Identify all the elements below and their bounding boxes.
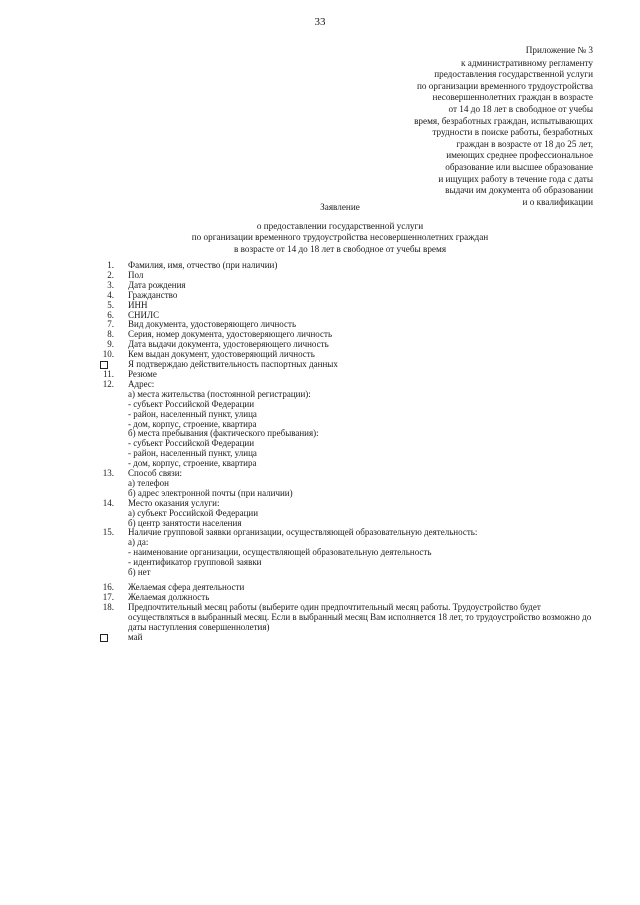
item-number: 5. xyxy=(107,299,114,310)
confirm-passport-label: Я подтверждаю действительность паспортных данных xyxy=(128,359,338,370)
employment-center-field[interactable]: б) центр занятости населения xyxy=(128,517,242,528)
field-label: Адрес: xyxy=(128,378,155,389)
field-label: СНИЛС xyxy=(128,309,160,320)
item-number: 2. xyxy=(107,269,114,280)
item-number: 16. xyxy=(102,582,114,592)
appendix-line: и ищущих работу в течение года с даты xyxy=(438,173,593,184)
item-number: 11. xyxy=(103,368,114,379)
item-number: 4. xyxy=(107,289,114,300)
application-title: Заявление xyxy=(320,202,360,212)
item-number: 15. xyxy=(102,527,114,538)
appendix-line: и о квалификации xyxy=(522,196,593,207)
appendix-line: граждан в возрасте от 18 до 25 лет, xyxy=(456,138,593,149)
address-subfield[interactable]: - район, населенный пункт, улица xyxy=(128,408,257,419)
appendix-line: к административному регламенту xyxy=(461,57,593,68)
field-label: Резюме xyxy=(128,368,157,379)
group-request-no[interactable]: б) нет xyxy=(128,567,151,578)
organization-name-field[interactable]: - наименование организации, осуществляющей образовательную деятельность xyxy=(128,547,432,558)
item-number: 17. xyxy=(102,591,114,602)
field-label: Наличие групповой заявки организации, осуществляющей образовательную деятельность: xyxy=(128,527,478,538)
item-number: 8. xyxy=(107,329,114,340)
form-field-full-name[interactable] xyxy=(100,261,600,271)
item-number: 1. xyxy=(107,260,114,270)
field-label: Пол xyxy=(128,269,144,280)
field-label: Дата рождения xyxy=(128,279,186,290)
item-number: 7. xyxy=(107,319,114,330)
field-label: Способ связи: xyxy=(128,468,183,479)
appendix-line: по организации временного трудоустройства xyxy=(416,80,593,91)
field-label: Место оказания услуги: xyxy=(128,497,220,508)
address-subfield: б) места пребывания (фактического пребывания): xyxy=(128,428,319,439)
service-region-field[interactable]: а) субъект Российской Федерации xyxy=(128,507,259,518)
group-request-yes[interactable]: а) да: xyxy=(128,537,149,548)
confirm-passport-checkbox[interactable] xyxy=(100,361,108,369)
field-label: Дата выдачи документа, удостоверяющего личность xyxy=(128,339,329,350)
address-subfield[interactable]: - дом, корпус, строение, квартира xyxy=(128,458,257,469)
field-label: Серия, номер документа, удостоверяющего личность xyxy=(128,329,333,340)
application-heading xyxy=(0,202,640,255)
address-subfield[interactable]: - субъект Российской Федерации xyxy=(128,398,255,409)
page-number: 33 xyxy=(314,16,326,28)
appendix-line: выдачи им документа об образовании xyxy=(445,185,593,196)
group-request-id-field[interactable]: - идентификатор групповой заявки xyxy=(128,557,262,568)
form-field-service-location xyxy=(100,499,600,509)
appendix-title: Приложение № 3 xyxy=(525,45,593,55)
application-form xyxy=(100,261,600,642)
heading-line: о предоставлении государственной услуги xyxy=(256,221,424,232)
appendix-line: образование или высшее образование xyxy=(445,161,593,172)
form-field-inn[interactable] xyxy=(100,301,600,311)
item-number: 13. xyxy=(102,468,114,479)
item-number: 9. xyxy=(107,339,114,350)
address-subfield: а) места жительства (постоянной регистрации): xyxy=(128,388,311,399)
item-number: 12. xyxy=(102,378,114,389)
form-field-address xyxy=(100,380,600,390)
address-subfield[interactable]: - дом, корпус, строение, квартира xyxy=(128,418,257,429)
field-label: Кем выдан документ, удостоверяющий личность xyxy=(128,349,315,360)
appendix-line: предоставления государственной услуги xyxy=(434,69,593,80)
form-field-group-request xyxy=(100,528,600,538)
address-subfield[interactable]: - район, населенный пункт, улица xyxy=(128,448,257,459)
appendix-line: несовершеннолетних граждан в возрасте xyxy=(432,92,593,103)
field-label: Вид документа, удостоверяющего личность xyxy=(128,319,297,330)
field-label: Желаемая сфера деятельности xyxy=(128,582,245,592)
item-number: 14. xyxy=(102,497,114,508)
month-option-label: май xyxy=(128,631,143,642)
contact-email-field[interactable]: б) адрес электронной почты (при наличии) xyxy=(128,487,293,498)
item-number: 10. xyxy=(102,349,114,360)
appendix-header xyxy=(333,45,593,208)
appendix-line: трудности в поиске работы, безработных xyxy=(432,127,593,138)
field-label: Фамилия, имя, отчество (при наличии) xyxy=(128,260,278,270)
heading-line: в возрасте от 14 до 18 лет в свободное от учебы время xyxy=(233,243,447,254)
appendix-line: имеющих среднее профессиональное xyxy=(446,150,593,161)
month-may-checkbox[interactable] xyxy=(100,634,108,642)
heading-line: по организации временного трудоустройства несовершеннолетних граждан xyxy=(191,232,489,243)
form-field-preferred-month xyxy=(100,603,600,633)
item-number: 6. xyxy=(107,309,114,320)
item-number: 18. xyxy=(102,601,114,612)
confirm-passport-row[interactable] xyxy=(100,360,600,370)
form-field-citizenship[interactable] xyxy=(100,291,600,301)
field-label: Предпочтительный месяц работы (выберите один предпочтительный месяц работы. Трудоустройство будет осуществляться в выбранный месяц. Если в выбранный месяц Вам исполняется 18 лет, то трудоустройство возможно до даты наступления совершеннолетия) xyxy=(128,601,592,632)
appendix-line: время, безработных граждан, испытывающих xyxy=(414,115,593,126)
field-label: Гражданство xyxy=(128,289,178,300)
field-label: ИНН xyxy=(128,299,148,310)
item-number: 3. xyxy=(107,279,114,290)
contact-phone-field[interactable]: а) телефон xyxy=(128,477,169,488)
form-field-resume[interactable] xyxy=(100,370,600,380)
address-subfield[interactable]: - субъект Российской Федерации xyxy=(128,438,255,449)
form-field-contact xyxy=(100,469,600,479)
month-option-may[interactable] xyxy=(100,633,600,643)
appendix-line: от 14 до 18 лет в свободное от учебы xyxy=(448,103,593,114)
field-label: Желаемая должность xyxy=(128,591,210,602)
